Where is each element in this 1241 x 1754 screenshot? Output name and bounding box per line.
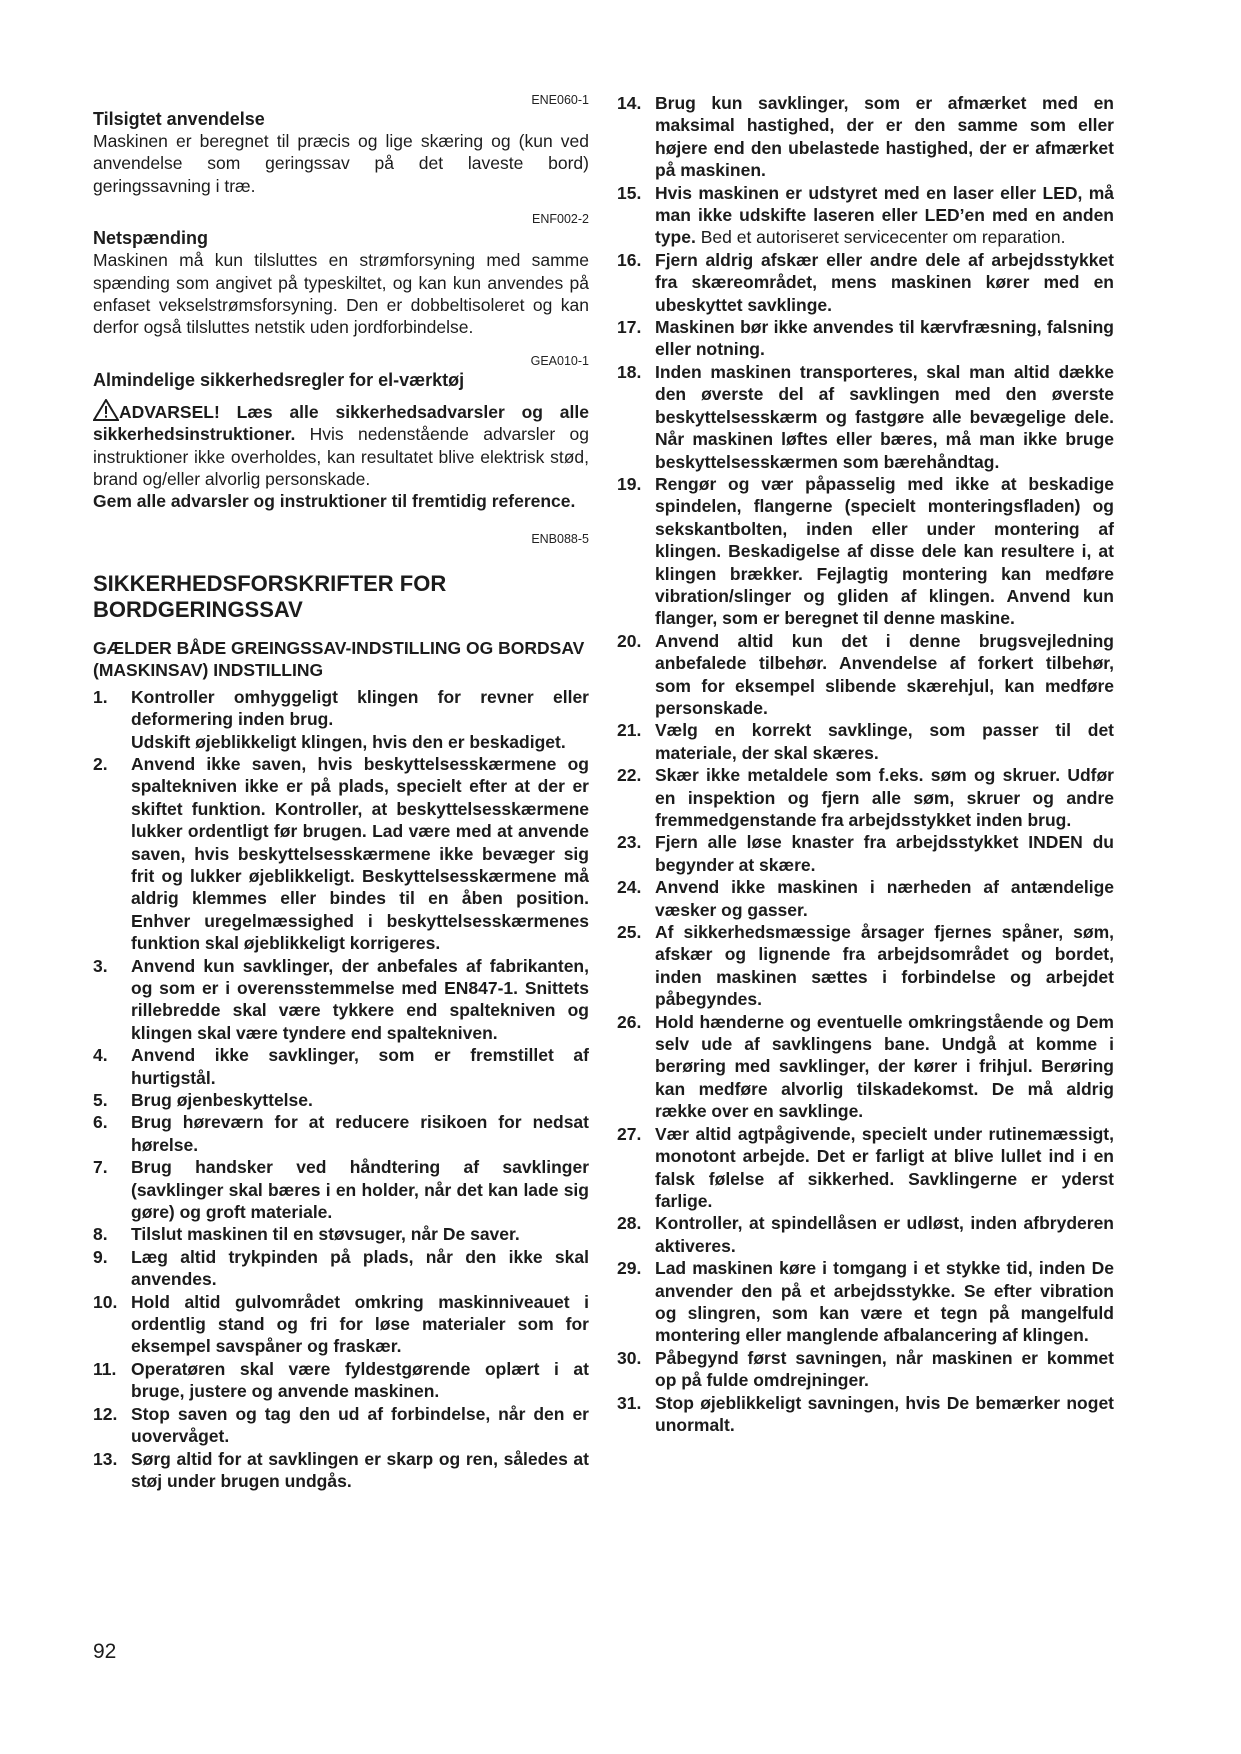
item-text: Anvend ikke savklinger, som er fremstillet af hurtigstål. [131, 1045, 589, 1088]
section-heading-general-safety: Almindelige sikkerhedsregler for el-værktøj [93, 369, 465, 390]
item-number: 11. [93, 1358, 117, 1379]
list-item [617, 876, 1114, 921]
item-text: Hold hænderne og eventuelle omkringstående og Dem selv ude af savklingens bane. Undgå at komme i berøring med savklinger, der kører i frihjul. Berøring kan medføre alvorlig tilskadekomst. De må aldrig række over en savklinge. [655, 1011, 1114, 1122]
main-title: SIKKERHEDSFORSKRIFTER FOR BORDGERINGSSAV [93, 570, 447, 622]
item-text: Fjern alle løse knaster fra arbejdsstykket INDEN du begynder at skære. [655, 832, 1114, 875]
list-item [93, 1358, 589, 1403]
list-item [617, 473, 1114, 630]
list-item [93, 955, 589, 1045]
list-item [617, 316, 1114, 361]
item-text: Af sikkerhedsmæssige årsager fjernes spåner, søm, afskær og lignende fra arbejdsområdet og bordet, inden maskinen sættes i forbindelse og arbejdet påbegyndes. [655, 922, 1114, 1010]
item-text: Kontroller omhyggeligt klingen for revner eller deformering inden brug. [131, 686, 589, 730]
item-number: 6. [93, 1112, 108, 1133]
list-item [93, 686, 589, 753]
item-number: 16. [617, 249, 642, 270]
item-number: 3. [93, 955, 108, 976]
list-item [617, 361, 1114, 473]
list-item [617, 1392, 1114, 1437]
item-number: 5. [93, 1090, 108, 1110]
list-item [617, 1212, 1114, 1257]
item-number: 9. [93, 1246, 108, 1267]
item-number: 30. [617, 1347, 642, 1368]
list-item [93, 1246, 589, 1291]
list-item [617, 1347, 1114, 1392]
item-text: Rengør og vær påpasselig med ikke at beskadige spindelen, flangerne (specielt monteringsfladen) og sekskantbolten, inden eller under montering af klingen. Beskadigelse af disse dele kan resultere i, at klingen brækker. Fejlagtig montering kan medføre vibration/slinger og gliden af klingen. Anvend kun flanger, som er beregnet til denne maskine. [655, 473, 1114, 629]
list-item [617, 921, 1114, 1011]
list-item [617, 1257, 1114, 1347]
page-number: 92 [93, 1640, 117, 1663]
item-number: 13. [93, 1448, 118, 1469]
item-number: 2. [93, 753, 108, 774]
item-text: Hvis maskinen er udstyret med en laser eller LED, må man ikke udskifte laseren eller LED’en med en anden type. [655, 182, 1114, 248]
list-item [617, 92, 1114, 182]
item-text: Tilslut maskinen til en støvsuger, når De saver. [131, 1224, 520, 1245]
list-item [93, 1089, 589, 1111]
item-number: 29. [617, 1258, 642, 1279]
section-heading-power: Netspænding [93, 228, 208, 249]
item-text: Anvend altid kun det i denne brugsvejledning anbefalede tilbehør. Anvendelse af forkert tilbehør, som for eksempel slibende skærehjul, kan medføre personskade. [655, 630, 1114, 718]
item-number: 19. [617, 473, 642, 494]
safety-list-left [93, 686, 589, 1493]
doc-code: ENF002-2 [532, 212, 589, 227]
item-text: Påbegynd først savningen, når maskinen er kommet op på fulde omdrejninger. [655, 1347, 1114, 1391]
list-item [617, 831, 1114, 876]
doc-code: ENE060-1 [531, 93, 589, 107]
item-number: 1. [93, 686, 108, 707]
item-text: Hold altid gulvområdet omkring maskinniveauet i ordentlig stand og fri for løse materialer som for eksempel savspåner og fraskær. [131, 1291, 589, 1357]
item-text: Vær altid agtpågivende, specielt under rutinemæssigt, monotont arbejde. Det er farligt at blive lullet ind i en falsk følelse af sikkerhed. Savklingerne er yderst farlige. [655, 1123, 1114, 1211]
item-text: Skær ikke metaldele som f.eks. søm og skruer. Udfør en inspektion og fjern alle søm, skruer og andre fremmedgenstande fra arbejdsstykket inden brug. [655, 765, 1114, 830]
item-extra: Bed et autoriseret servicecenter om reparation. [695, 227, 1066, 248]
item-number: 21. [617, 720, 642, 741]
list-item [617, 249, 1114, 316]
item-text: Vælg en korrekt savklinge, som passer til det materiale, der skal skæres. [655, 720, 1114, 763]
warning-paragraph [93, 399, 589, 491]
list-item [93, 1448, 589, 1493]
item-text: Inden maskinen transporteres, skal man altid dække den øverste del af savklingen med den øverste beskyttelsesskærm og fastgøre alle bevægelige dele. Når maskinen løftes eller bæres, må man ikke bruge beskyttelsesskærmen som bærehåndtag. [655, 361, 1114, 472]
item-text: Stop øjeblikkeligt savningen, hvis De bemærker noget unormalt. [655, 1392, 1114, 1435]
item-text: Sørg altid for at savklingen er skarp og ren, således at støj under brugen undgås. [131, 1448, 589, 1491]
item-text: Stop saven og tag den ud af forbindelse, når den er uovervåget. [131, 1403, 589, 1447]
item-text: Brug handsker ved håndtering af savklinger (savklinger skal bæres i en holder, når det kan lade sig gøre) og groft materiale. [131, 1157, 589, 1223]
list-item [617, 182, 1114, 249]
item-number: 17. [617, 317, 642, 338]
power-text: Maskinen må kun tilsluttes en strømforsyning med samme spænding som angivet på typeskiltet, og kan kun anvendes på enfaset vekselstrømsforsyning. Den er dobbeltisoleret og kan derfor også tilsluttes netstik uden jordforbindelse. [93, 250, 589, 338]
subtitle: GÆLDER BÅDE GREINGSSAV-INDSTILLING OG BORDSAV (MASKINSAV) INDSTILLING [93, 637, 585, 681]
list-item [93, 1403, 589, 1448]
item-number: 28. [617, 1213, 642, 1234]
item-number: 23. [617, 832, 642, 853]
item-number: 4. [93, 1045, 108, 1066]
item-number: 24. [617, 877, 642, 898]
list-item [93, 1223, 589, 1245]
item-text: Lad maskinen køre i tomgang i et stykke tid, inden De anvender den på et arbejdsstykke. Se efter vibration og slingren, som kan være et tegn på mangelfuld montering eller manglende afbalancering af klingen. [655, 1258, 1114, 1346]
intended-use-text: Maskinen er beregnet til præcis og lige skæring og (kun ved anvendelse som geringssav på det laveste bord) geringssavning i træ. [93, 131, 589, 196]
item-text: Anvend kun savklinger, der anbefales af fabrikanten, og som er i overensstemmelse med EN847-1. Snittets rillebredde skal være tykkere end spaltekniven og klingen skal være tyndere end spaltekniven. [131, 955, 589, 1043]
item-number: 27. [617, 1123, 642, 1144]
item-text: Kontroller, at spindellåsen er udløst, inden afbryderen aktiveres. [655, 1213, 1114, 1256]
item-text: Fjern aldrig afskær eller andre dele af arbejdsstykket fra skæreområdet, mens maskinen kører med en ubeskyttet savklinge. [655, 249, 1114, 315]
safety-list-right [617, 92, 1114, 1436]
list-item [93, 1156, 589, 1223]
keep-instructions: Gem alle advarsler og instruktioner til fremtidig reference. [93, 491, 576, 512]
section-heading-intended-use: Tilsigtet anvendelse [93, 109, 265, 129]
item-text: Anvend ikke maskinen i nærheden af antændelige væsker og gasser. [655, 877, 1114, 920]
list-item [93, 1291, 589, 1358]
item-number: 22. [617, 765, 642, 786]
left-column [93, 92, 589, 1492]
item-number: 15. [617, 182, 642, 203]
doc-code: ENB088-5 [531, 531, 589, 546]
warning-triangle-icon [93, 399, 119, 421]
item-number: 14. [617, 93, 642, 113]
item-number: 10. [93, 1291, 118, 1312]
item-text: Læg altid trykpinden på plads, når den ikke skal anvendes. [131, 1246, 589, 1290]
right-column [617, 92, 1114, 1436]
item-number: 12. [93, 1403, 118, 1424]
warning-text: Hvis nedenstående advarsler og instruktioner ikke overholdes, kan resultatet blive elektrisk stød, brand og/eller alvorlig personskade. [93, 424, 589, 490]
list-item [617, 630, 1114, 720]
list-item [617, 1011, 1114, 1123]
item-text: Operatøren skal være fyldestgørende oplært i at bruge, justere og anvende maskinen. [131, 1358, 589, 1402]
item-number: 20. [617, 630, 642, 651]
item-number: 26. [617, 1011, 642, 1032]
list-item [93, 1111, 589, 1156]
item-text: Anvend ikke saven, hvis beskyttelsesskærmene og spaltekniven ikke er på plads, specielt efter at der er skiftet funktion. Kontroller, at beskyttelsesskærmene lukker ordentligt før brugen. Lad være med at anvende saven, hvis beskyttelsesskærmene ikke bevæger sig frit og lukker øjeblikkeligt. Beskyttelsesskærmene må aldrig klemmes eller bindes til en åben position. Enhver uregelmæssighed i beskyttelsesskærmenes funktion skal øjeblikkeligt korrigeres. [131, 753, 589, 954]
item-text: Maskinen bør ikke anvendes til kærvfræsning, falsning eller notning. [655, 317, 1114, 360]
list-item [93, 1044, 589, 1089]
item-text: Brug øjenbeskyttelse. [131, 1090, 313, 1110]
warning-label: ADVARSEL! Læs alle sikkerhedsadvarsler og alle sikkerhedsinstruktioner. [93, 401, 589, 445]
list-item [617, 1123, 1114, 1213]
item-number: 8. [93, 1224, 108, 1245]
item-number: 7. [93, 1157, 108, 1178]
item-text: Brug kun savklinger, som er afmærket med en maksimal hastighed, der er den samme som eller højere end den ubelastede hastighed, der er afmærket på maskinen. [655, 93, 1114, 181]
item-number: 18. [617, 361, 642, 382]
item-number: 25. [617, 922, 642, 943]
item-extra: Udskift øjeblikkeligt klingen, hvis den er beskadiget. [131, 731, 566, 752]
item-number: 31. [617, 1392, 642, 1413]
doc-code: GEA010-1 [530, 353, 589, 368]
list-item [617, 764, 1114, 831]
list-item [93, 753, 589, 955]
item-text: Brug høreværn for at reducere risikoen for nedsat hørelse. [131, 1112, 589, 1155]
list-item [617, 719, 1114, 764]
